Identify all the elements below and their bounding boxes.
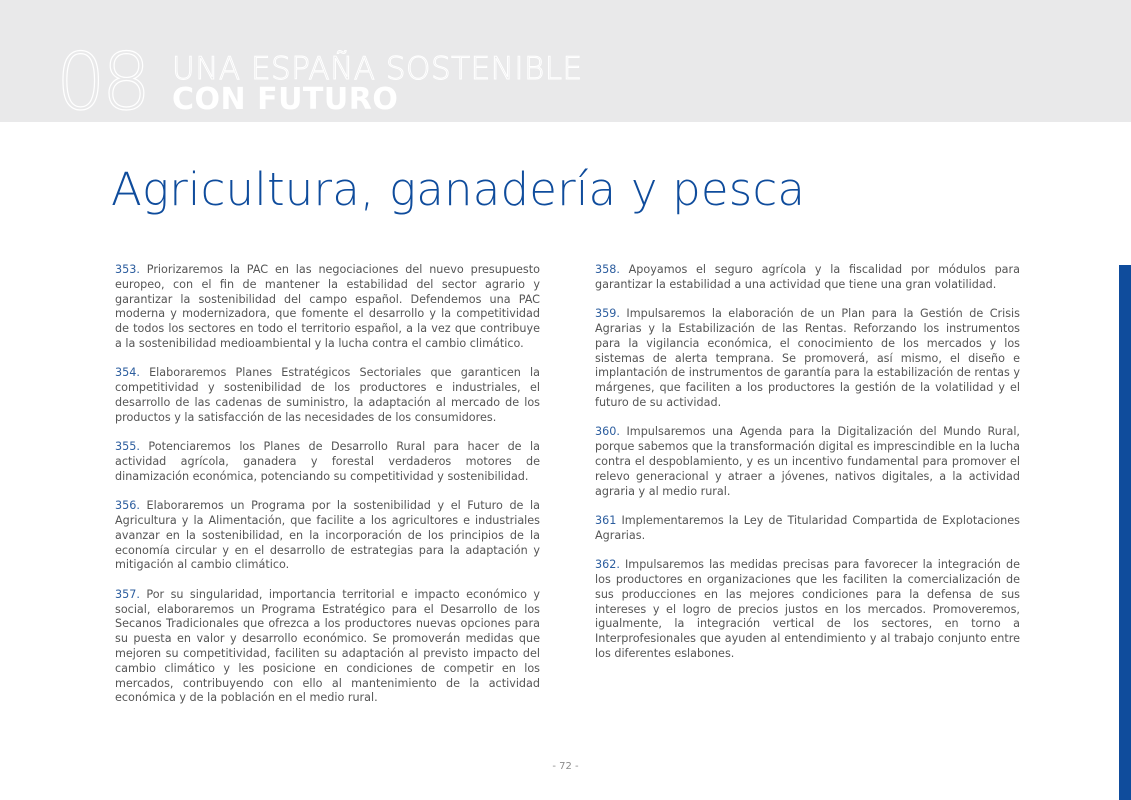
proposal-number: 353. xyxy=(115,263,140,276)
proposal-number: 361 xyxy=(595,513,617,527)
proposal-number: 356. xyxy=(115,499,140,513)
proposal-number: 355. xyxy=(115,440,140,454)
chapter-title-line2: CON FUTURO xyxy=(172,82,399,117)
proposal-number: 359. xyxy=(595,307,620,321)
proposal-paragraph xyxy=(595,558,1020,662)
side-accent-bar xyxy=(1119,265,1131,800)
left-column xyxy=(115,263,540,721)
proposal-text: Impulsaremos las medidas precisas para favorecer la integración de los productores en organizaciones que les faciliten la comercialización de sus producciones en las mejores condiciones para la defensa de sus intereses y el logro de precios justos en los mercados. Promoveremos, igualmente, la integración vertical de los sectores, en torno a Interprofesionales que ayuden al entendimiento y al trabajo conjunto entre los diferentes eslabones. xyxy=(595,558,1020,660)
right-column xyxy=(595,263,1020,676)
proposal-paragraph xyxy=(115,366,540,425)
proposal-paragraph xyxy=(595,307,1020,411)
page-number: - 72 - xyxy=(552,761,579,772)
proposal-number: 354. xyxy=(115,366,140,380)
proposal-number: 360. xyxy=(595,425,620,439)
chapter-header-band xyxy=(0,0,1131,128)
proposal-text: Elaboraremos Planes Estratégicos Sectoriales que garanticen la competitividad y sostenibilidad de los productores e industriales, el desarrollo de las cadenas de suministro, la adaptación al mercado de los productos y la satisfacción de las necesidades de los consumidores. xyxy=(115,366,540,424)
section-title: Agricultura, ganadería y pesca xyxy=(111,163,806,216)
proposal-text: Elaboraremos un Programa por la sostenibilidad y el Futuro de la Agricultura y la Alimentación, que facilite a los agricultores e industriales avanzar en la sostenibilidad, en la incorporación de los principios de la economía circular y en el desarrollo de estrategias para la adaptación y mitigación al cambio climático. xyxy=(115,499,540,572)
proposal-text: Por su singularidad, importancia territorial e impacto económico y social, elaboraremos un Programa Estratégico para el Desarrollo de los Secanos Tradicionales que ofrezca a los productores nuevas opciones para su puesta en valor y desarrollo económico. Se promoverán medidas que mejoren su competitividad, faciliten su adaptación al previsto impacto del cambio climático y les posicione en condiciones de competir en los mercados, contribuyendo con ello al mantenimiento de la actividad económica y de la población en el medio rural. xyxy=(115,587,540,705)
proposal-text: Impulsaremos una Agenda para la Digitalización del Mundo Rural, porque sabemos que la transformación digital es imprescindible en la lucha contra el despoblamiento, y es un incentivo fundamental para promover el relevo generacional y atraer a jóvenes, nativos digitales, a la actividad agraria y al medio rural. xyxy=(595,425,1020,498)
proposal-text: Implementaremos la Ley de Titularidad Compartida de Explotaciones Agrarias. xyxy=(595,513,1020,542)
proposal-number: 358. xyxy=(595,263,620,276)
proposal-paragraph xyxy=(595,425,1020,499)
proposal-number: 357. xyxy=(115,587,140,601)
chapter-number: 08 xyxy=(56,38,148,128)
proposal-paragraph xyxy=(115,588,540,706)
proposal-text: Apoyamos el seguro agrícola y la fiscalidad por módulos para garantizar la estabilidad a una actividad que tiene una gran volatilidad. xyxy=(595,263,1020,291)
proposal-paragraph xyxy=(595,263,1020,293)
proposal-paragraph xyxy=(595,514,1020,544)
proposal-text: Impulsaremos la elaboración de un Plan para la Gestión de Crisis Agrarias y la Estabilización de las Rentas. Reforzando los instrumentos para la vigilancia económica, el conocimiento de los mercados y los sistemas de alerta temprana. Se promoverá, así mismo, el diseño e implantación de instrumentos de garantía para la estabilización de rentas y márgenes, que faciliten a los productores la gestión de la volatilidad y el futuro de su actividad. xyxy=(595,307,1020,409)
proposal-paragraph xyxy=(115,499,540,573)
proposal-paragraph xyxy=(115,440,540,484)
chapter-title-line1: UNA ESPAÑA SOSTENIBLE xyxy=(172,51,583,87)
proposal-paragraph xyxy=(115,263,540,352)
proposal-text: Priorizaremos la PAC en las negociaciones del nuevo presupuesto europeo, con el fin de mantener la estabilidad del sector agrario y garantizar la sostenibilidad del campo español. Defendemos una PAC moderna y modernizadora, que fomente el desarrollo y la competitividad de todos los sectores en todo el territorio español, a la vez que contribuye a la sostenibilidad medioambiental y la lucha contra el cambio climático. xyxy=(115,263,540,350)
proposal-number: 362. xyxy=(595,558,620,572)
proposal-text: Potenciaremos los Planes de Desarrollo Rural para hacer de la actividad agrícola, ganadera y forestal verdaderos motores de dinamización económica, potenciando su competitividad y sostenibilidad. xyxy=(115,440,540,483)
